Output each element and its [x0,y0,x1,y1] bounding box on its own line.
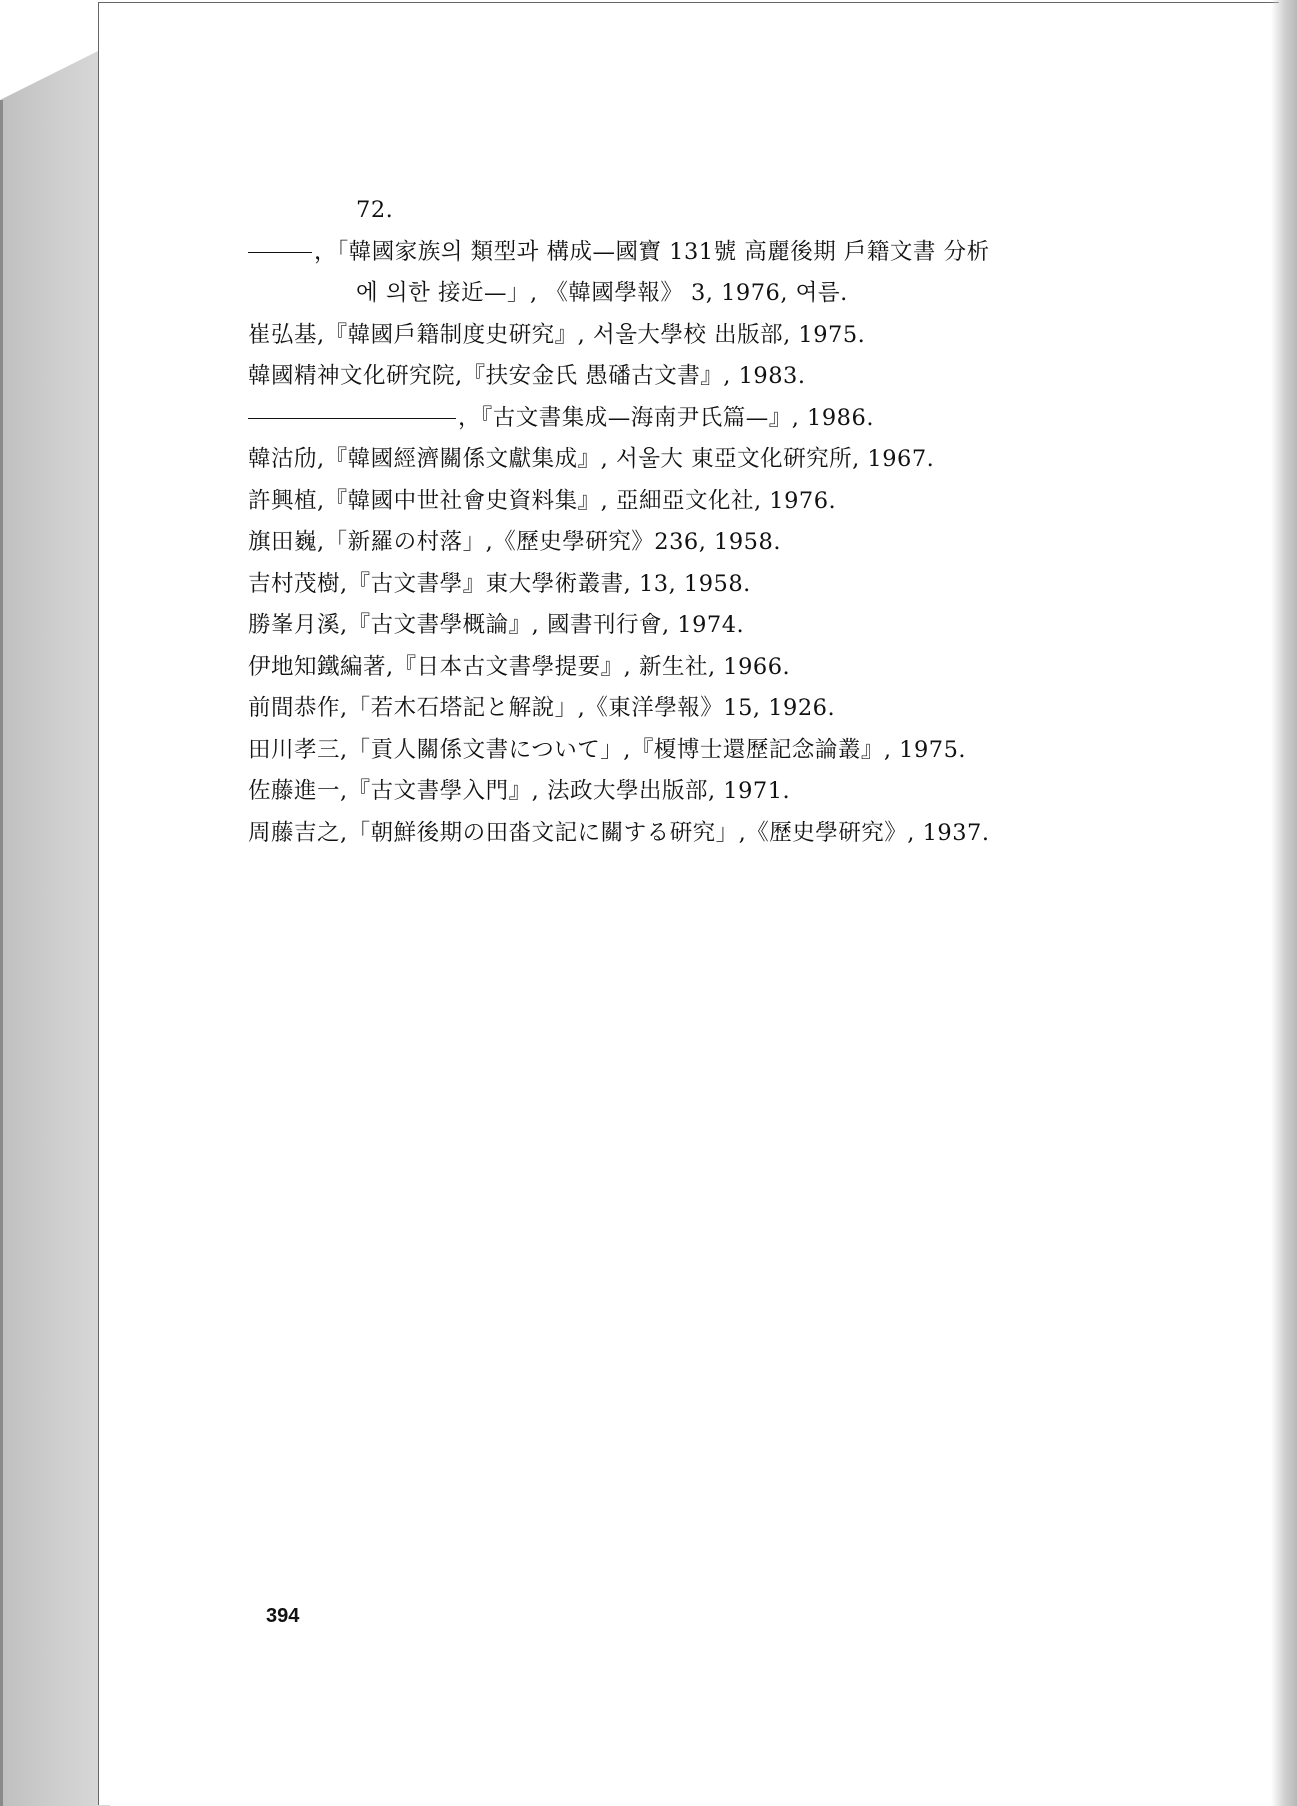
reference-line [248,232,1168,274]
reference-list [248,190,1168,854]
reference-text: ，『古文書集成—海南尹氏篇—』, 1986. [458,404,874,431]
reference-text: 에 의한 接近—」, 《韓國學報》 3, 1976, 여름. [356,280,848,306]
book-spine-edge [0,100,3,1806]
reference-text: 崔弘基,『韓國戶籍制度史硏究』, 서울大學校 出版部, 1975. [248,321,866,348]
reference-text: 田川孝三,「貢人關係文書について」,『榎博士還歷記念論叢』, 1975. [248,736,967,763]
reference-line [248,564,1168,606]
reference-line [248,771,1168,813]
reference-line [248,315,1168,357]
reference-line [248,398,1168,440]
reference-line [248,605,1168,647]
reference-text: 前間恭作,「若木石塔記と解說」,《東洋學報》15, 1926. [248,695,836,721]
reference-text: 伊地知鐵編著,『日本古文書學提要』, 新生社, 1966. [248,653,791,680]
book-spine-side [0,45,110,1806]
ditto-rule [248,251,312,253]
reference-line [248,688,1168,730]
reference-text: 旗田巍,「新羅の村落」,《歷史學硏究》236, 1958. [248,529,781,555]
reference-line [248,273,1168,315]
reference-line [248,439,1168,481]
reference-text: 韓沽劤,『韓國經濟關係文獻集成』, 서울大 東亞文化硏究所, 1967. [248,446,935,472]
page-edge-shadow [1271,0,1297,1806]
reference-line [248,190,1168,232]
reference-text: 吉村茂樹,『古文書學』東大學術叢書, 13, 1958. [248,570,751,597]
reference-line [248,647,1168,689]
reference-text: 許興植,『韓國中世社會史資料集』, 亞細亞文化社, 1976. [248,487,837,514]
reference-text: 佐藤進一,『古文書學入門』, 法政大學出版部, 1971. [248,778,791,804]
reference-line [248,730,1168,772]
reference-text: 勝峯月溪,『古文書學概論』, 國書刊行會, 1974. [248,612,745,638]
page-number: 394 [266,1605,300,1627]
reference-text: 韓國精神文化硏究院,『扶安金氏 愚磻古文書』, 1983. [248,363,806,389]
reference-line [248,356,1168,398]
reference-line [248,522,1168,564]
reference-text: ，「韓國家族의 類型과 構成—國寶 131號 高麗後期 戶籍文書 分析 [314,238,990,265]
reference-line [248,813,1168,855]
ditto-rule [248,417,456,419]
reference-text: 周藤吉之,「朝鮮後期の田畓文記に關する硏究」,《歷史學硏究》, 1937. [248,819,990,846]
reference-text: 72. [356,197,394,223]
reference-line [248,481,1168,523]
